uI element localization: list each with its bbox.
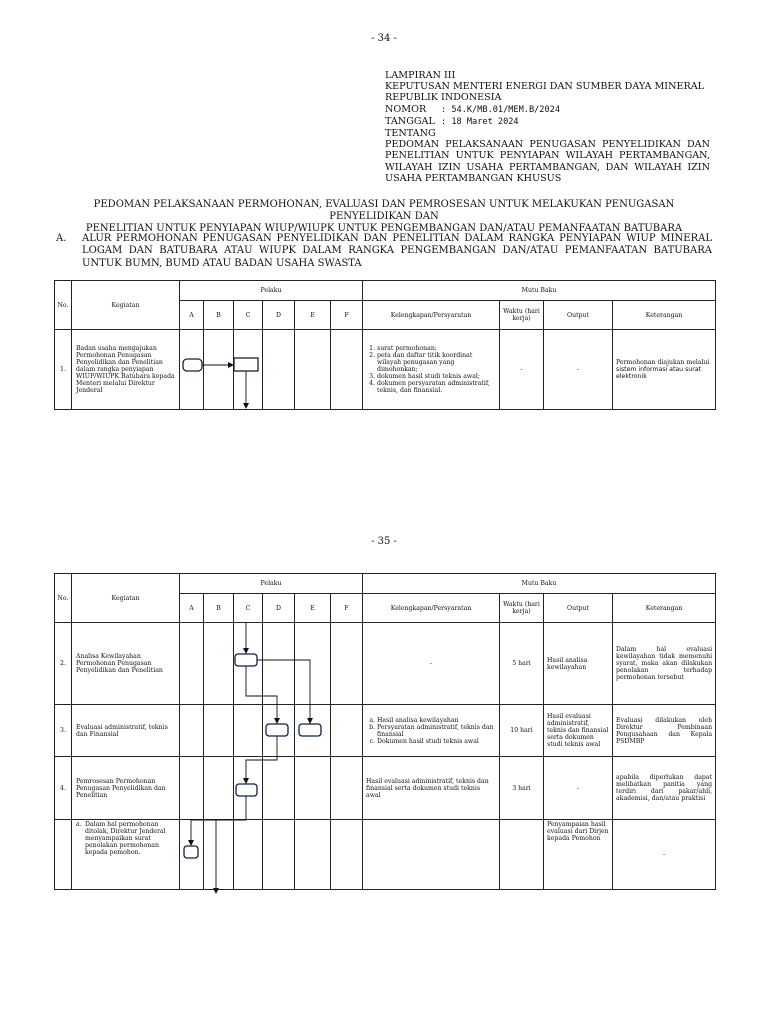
row-waktu <box>500 820 544 890</box>
requirement-item: 2. peta dan daftar titik koordinat wilayah penugasan yang dimohonkan; <box>377 352 496 373</box>
kegiatan-prefix: a. <box>76 821 82 828</box>
actor-cell-e <box>295 623 331 705</box>
row-keterangan <box>613 330 716 410</box>
row-keterangan: - <box>613 820 716 890</box>
lampiran-header <box>385 70 710 184</box>
document-title-line-1: PEDOMAN PELAKSANAAN PERMOHONAN, EVALUASI DAN PEMROSESAN UNTUK MELAKUKAN PENUGASAN PENYELIDIKAN DAN <box>93 199 675 222</box>
row-output: Hasil evaluasi administratif, teknis dan finansial serta dokumen studi teknis awal <box>544 705 613 757</box>
actor-cell-e <box>295 757 331 820</box>
actor-cell-e <box>295 705 331 757</box>
actor-cell-d <box>263 757 295 820</box>
section-a-letter: A. <box>56 233 67 244</box>
header-output: Output <box>544 301 613 330</box>
actor-cell-a <box>180 330 204 410</box>
keterangan-part-2: sistem informasi atau surat elektronik <box>616 366 701 380</box>
header-actor-f: F <box>331 301 363 330</box>
header-mutu-baku: Mutu Baku <box>363 574 716 594</box>
actor-cell-d <box>263 623 295 705</box>
tanggal-row <box>385 116 710 128</box>
row-kegiatan <box>72 820 180 890</box>
actor-cell-b <box>204 623 234 705</box>
row-number: 2. <box>55 623 72 705</box>
actor-cell-f <box>331 757 363 820</box>
header-no: No. <box>55 281 72 330</box>
row-waktu: 3 hari <box>500 757 544 820</box>
row-waktu: - <box>500 330 544 410</box>
header-actor-c: C <box>234 594 263 623</box>
header-actor-d: D <box>263 594 295 623</box>
row-requirements: Hasil evaluasi administratif, teknis dan finansial serta dokumen studi teknis awal <box>363 757 500 820</box>
row-waktu: 5 hari <box>500 623 544 705</box>
row-waktu: 10 hari <box>500 705 544 757</box>
actor-cell-d <box>263 820 295 890</box>
republik-line: REPUBLIK INDONESIA <box>385 92 502 104</box>
row-requirements <box>363 820 500 890</box>
table-row <box>55 757 716 820</box>
tanggal-label: TANGGAL <box>385 115 435 127</box>
flow-table-page-34 <box>54 280 716 410</box>
actor-cell-a <box>180 623 204 705</box>
actor-cell-f <box>331 705 363 757</box>
requirement-item: 1. surat permohonan; <box>377 345 496 352</box>
row-requirements <box>363 705 500 757</box>
row-output: - <box>544 330 613 410</box>
row-keterangan: apabila diperlukan dapat melibatkan panitia yang terdiri dari pakar/ahli, akademisi, dan/atau praktisi <box>613 757 716 820</box>
actor-cell-c <box>234 757 263 820</box>
nomor-row <box>385 104 710 116</box>
actor-cell-c <box>234 623 263 705</box>
row-requirements: - <box>363 623 500 705</box>
requirement-item: b. Persyaratan administratif, teknis dan finansial <box>377 724 496 738</box>
actor-cell-b <box>204 705 234 757</box>
row-output: Hasil analisa kewilayahan <box>544 623 613 705</box>
requirement-item: 4. dokumen persyaratan administratif, teknis, dan finansial. <box>377 380 496 394</box>
actor-cell-c <box>234 705 263 757</box>
table-row <box>55 820 716 890</box>
document-title <box>56 199 712 235</box>
header-pelaku: Pelaku <box>180 574 363 594</box>
row-requirements <box>363 330 500 410</box>
flow-table-page-35 <box>54 573 716 890</box>
actor-cell-c <box>234 330 263 410</box>
header-keterangan: Keterangan <box>613 594 716 623</box>
row-number <box>55 820 72 890</box>
header-waktu: Waktu (hari kerja) <box>500 301 544 330</box>
row-number: 1. <box>55 330 72 410</box>
actor-cell-a <box>180 757 204 820</box>
actor-cell-f <box>331 330 363 410</box>
row-output: - <box>544 757 613 820</box>
page-number-34: - 34 - <box>371 33 397 44</box>
header-kelengkapan: Kelengkapan/Persyaratan <box>363 594 500 623</box>
header-actor-d: D <box>263 301 295 330</box>
actor-cell-b <box>204 820 234 890</box>
kegiatan-text: Dalam hal permohonan ditolak, Direktur Jenderal menyampaikan surat penolakan permohonan kepada pemohon. <box>85 821 166 856</box>
keputusan-line: KEPUTUSAN MENTERI ENERGI DAN SUMBER DAYA MINERAL <box>385 81 704 93</box>
requirement-item: c. Dokumen hasil studi teknis awal <box>377 738 496 745</box>
actor-cell-e <box>295 330 331 410</box>
row-output: Penyampaian hasil evaluasi dari Dirjen kepada Pemohon <box>544 820 613 890</box>
actor-cell-a <box>180 705 204 757</box>
actor-cell-b <box>204 330 234 410</box>
header-actor-c: C <box>234 301 263 330</box>
lampiran-label: LAMPIRAN III <box>385 70 456 81</box>
row-kegiatan: Badan usaha mengajukan Permohonan Penugasan Penyelidikan dan Penelitian dalam rangka penyiapan WIUP/WIUPK Batubara kepada Menteri melalui Direktur Jenderal <box>72 330 180 410</box>
row-keterangan: Dalam hal evaluasi kewilayahan tidak memenuhi syarat, maka akan dilakukan penolakan terhadap permohonan tersebut <box>613 623 716 705</box>
row-kegiatan: Analisa Kewilayahan Permohonan Penugasan Penyelidikan dan Penelitian <box>72 623 180 705</box>
tanggal-value: : 18 Maret 2024 <box>441 116 519 127</box>
section-a-text: ALUR PERMOHONAN PENUGASAN PENYELIDIKAN DAN PENELITIAN DALAM RANGKA PENYIAPAN WIUP MINERAL LOGAM DAN BATUBARA ATAU WIUPK DALAM RANGKA PENGEMBANGAN DAN/ATAU PEMANFAATAN BATUBARA UNTUK BUMN, BUMD ATAU BADAN USAHA SWASTA <box>82 233 712 269</box>
header-pelaku: Pelaku <box>180 281 363 301</box>
actor-cell-a <box>180 820 204 890</box>
header-kelengkapan: Kelengkapan/Persyaratan <box>363 301 500 330</box>
actor-cell-c <box>234 820 263 890</box>
table-row <box>55 330 716 410</box>
section-a-heading <box>56 233 712 270</box>
row-number: 3. <box>55 705 72 757</box>
header-kegiatan: Kegiatan <box>72 574 180 623</box>
actor-cell-e <box>295 820 331 890</box>
header-no: No. <box>55 574 72 623</box>
page-number-35: - 35 - <box>371 536 397 547</box>
actor-cell-d <box>263 705 295 757</box>
header-actor-a: A <box>180 301 204 330</box>
nomor-label: NOMOR <box>385 103 427 115</box>
tentang-text: PEDOMAN PELAKSANAAN PENUGASAN PENYELIDIKAN DAN PENELITIAN UNTUK PENYIAPAN WILAYAH PERTAMBANGAN, WILAYAH IZIN USAHA PERTAMBANGAN, DAN WILAYAH IZIN USAHA PERTAMBANGAN KHUSUS <box>385 139 710 184</box>
header-actor-e: E <box>295 594 331 623</box>
table-row <box>55 705 716 757</box>
actor-cell-f <box>331 820 363 890</box>
requirement-item: 3. dokumen hasil studi teknis awal; <box>377 373 496 380</box>
actor-cell-b <box>204 757 234 820</box>
row-number: 4. <box>55 757 72 820</box>
actor-cell-d <box>263 330 295 410</box>
header-waktu: Waktu (hari kerja) <box>500 594 544 623</box>
header-actor-a: A <box>180 594 204 623</box>
header-mutu-baku: Mutu Baku <box>363 281 716 301</box>
header-actor-f: F <box>331 594 363 623</box>
keterangan-part-1: Permohonan diajukan melalui <box>616 359 710 366</box>
actor-cell-f <box>331 623 363 705</box>
requirement-item: a. Hasil analisa kewilayahan <box>377 717 496 724</box>
header-output: Output <box>544 594 613 623</box>
row-kegiatan: Evaluasi administratif, teknis dan Finansial <box>72 705 180 757</box>
tentang-label: TENTANG <box>385 128 436 140</box>
nomor-value: : 54.K/MB.01/MEM.B/2024 <box>441 104 560 115</box>
header-actor-e: E <box>295 301 331 330</box>
header-kegiatan: Kegiatan <box>72 281 180 330</box>
header-actor-b: B <box>204 301 234 330</box>
header-keterangan: Keterangan <box>613 301 716 330</box>
row-kegiatan: Pemrosesan Permohonan Penugasan Penyelidikan dan Penelitian <box>72 757 180 820</box>
row-keterangan: Evaluasi dilakukan oleh Direktur Pembinaan Pengusahaan dan Kepala PSDMBP <box>613 705 716 757</box>
table-row <box>55 623 716 705</box>
document-title-line-2: PENELITIAN UNTUK PENYIAPAN WIUP/WIUPK UNTUK PENGEMBANGAN DAN/ATAU PEMANFAATAN BATUBARA <box>85 223 683 234</box>
header-actor-b: B <box>204 594 234 623</box>
